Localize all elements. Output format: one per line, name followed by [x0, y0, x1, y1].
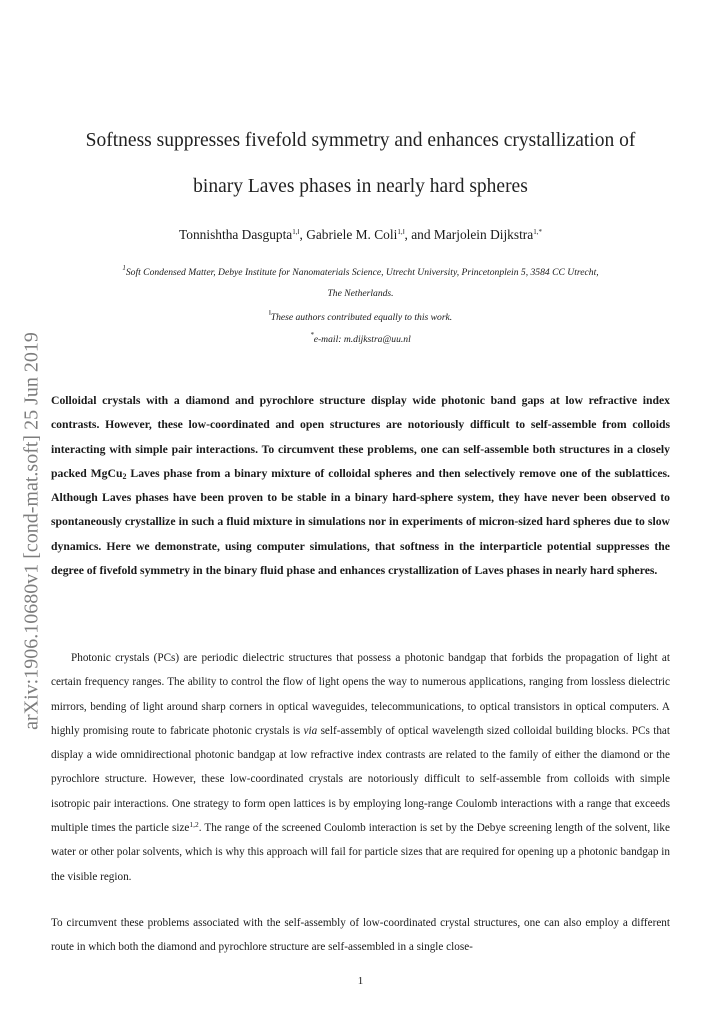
- page-number: 1: [357, 975, 364, 987]
- body-text: . The range of the screened Coulomb interaction is set by the Debye screening length of the solvent, like water or other polar solvents, which is why this approach will fail for particle sizes that are required for opening up a photonic bandgap in the visible region.: [51, 822, 670, 883]
- email-note: [40, 331, 681, 345]
- affiliation-mark: 1: [122, 264, 126, 272]
- abstract: [51, 389, 670, 583]
- email-mark: *: [310, 331, 314, 339]
- body-text: To circumvent these problems associated with the self-assembly of low-coordinated crystal structures, one can also employ a different route in which both the diamond and pyrochlore structure are self-assembled in a single close-: [51, 917, 670, 954]
- equal-contribution-mark: ‖: [268, 309, 271, 317]
- author-list: [0, 227, 721, 243]
- paper-title-line-1: Softness suppresses fivefold symmetry and enhances crystallization of: [85, 130, 636, 151]
- affiliation-continued: The Netherlands.: [327, 288, 394, 299]
- body-text: self-assembly of optical wavelength sized colloidal building blocks. PCs that display a wide omnidirectional photonic bandgap at low refractive index contrasts are related to the family of either the diamond or the pyrochlore structure. However, these low-coordinated crystals are notoriously difficult to self-assemble from colloids with simple isotropic pair interactions. One strategy to form open lattices is by employing long-range Coulomb interactions with a range that exceeds multiple times the particle size: [51, 724, 670, 835]
- equal-contribution-text: These authors contributed equally to this work.: [270, 312, 453, 323]
- body-italic-text: via: [303, 724, 318, 737]
- author-name: Marjolein Dijkstra: [433, 227, 534, 242]
- body-paragraph: [51, 911, 670, 960]
- abstract-text: Colloidal crystals with a diamond and pyrochlore structure display wide photonic band gaps at low refractive index contrasts. However, these low-coordinated and open structures are notoriously difficult to self-assemble from colloids interacting with simple pair interactions. To circumvent these problems, one can self-assemble both structures in a closely packed MgCu: [51, 394, 670, 480]
- author-separator: ,: [299, 227, 307, 242]
- email-text: e-mail: m.dijkstra@uu.nl: [313, 334, 411, 345]
- citation-reference: 1,2: [189, 820, 199, 830]
- body-text: Photonic crystals (PCs) are periodic dielectric structures that possess a photonic bandgap that forbids the propagation of light at certain frequency ranges. The ability to control the flow of light opens the way to numerous applications, ranging from lossless dielectric mirrors, bending of light around sharp corners in optical waveguides, telecommunications, to optical transistors in optical computers. A highly promising route to fabricate photonic crystals is: [51, 652, 670, 737]
- author-separator: , and: [404, 227, 434, 242]
- arxiv-identifier: arXiv:1906.10680v1 [cond-mat.soft] 25 Jun 2019: [20, 332, 43, 730]
- equal-contribution-note: [40, 309, 681, 323]
- author-affiliation-mark: 1,‖: [397, 228, 405, 236]
- abstract-subscript: 2: [122, 471, 127, 481]
- affiliation: [40, 264, 681, 278]
- body-paragraph: [51, 646, 670, 889]
- author-name: Gabriele M. Coli: [306, 227, 398, 242]
- abstract-text: Laves phase from a binary mixture of colloidal spheres and then selectively remove one of the sublattices. Although Laves phases have been proven to be stable in a binary hard-sphere system, they have never been observed to spontaneously crystallize in such a fluid mixture in simulations nor in experiments of micron-sized hard spheres due to slow dynamics. Here we demonstrate, using computer simulations, that softness in the interparticle potential suppresses the degree of fivefold symmetry in the binary fluid phase and enhances crystallization of Laves phases in nearly hard spheres.: [51, 466, 670, 578]
- author-affiliation-mark: 1,‖: [292, 228, 300, 236]
- paper-title-line-2: binary Laves phases in nearly hard spheres: [193, 176, 528, 197]
- arxiv-sidebar: [11, 296, 53, 766]
- affiliation-text: Soft Condensed Matter, Debye Institute for Nanomaterials Science, Utrecht University, Princetonplein 5, 3584 CC Utrecht,: [125, 267, 599, 278]
- author-affiliation-mark: 1,*: [533, 228, 542, 236]
- author-name: Tonnishtha Dasgupta: [179, 227, 293, 242]
